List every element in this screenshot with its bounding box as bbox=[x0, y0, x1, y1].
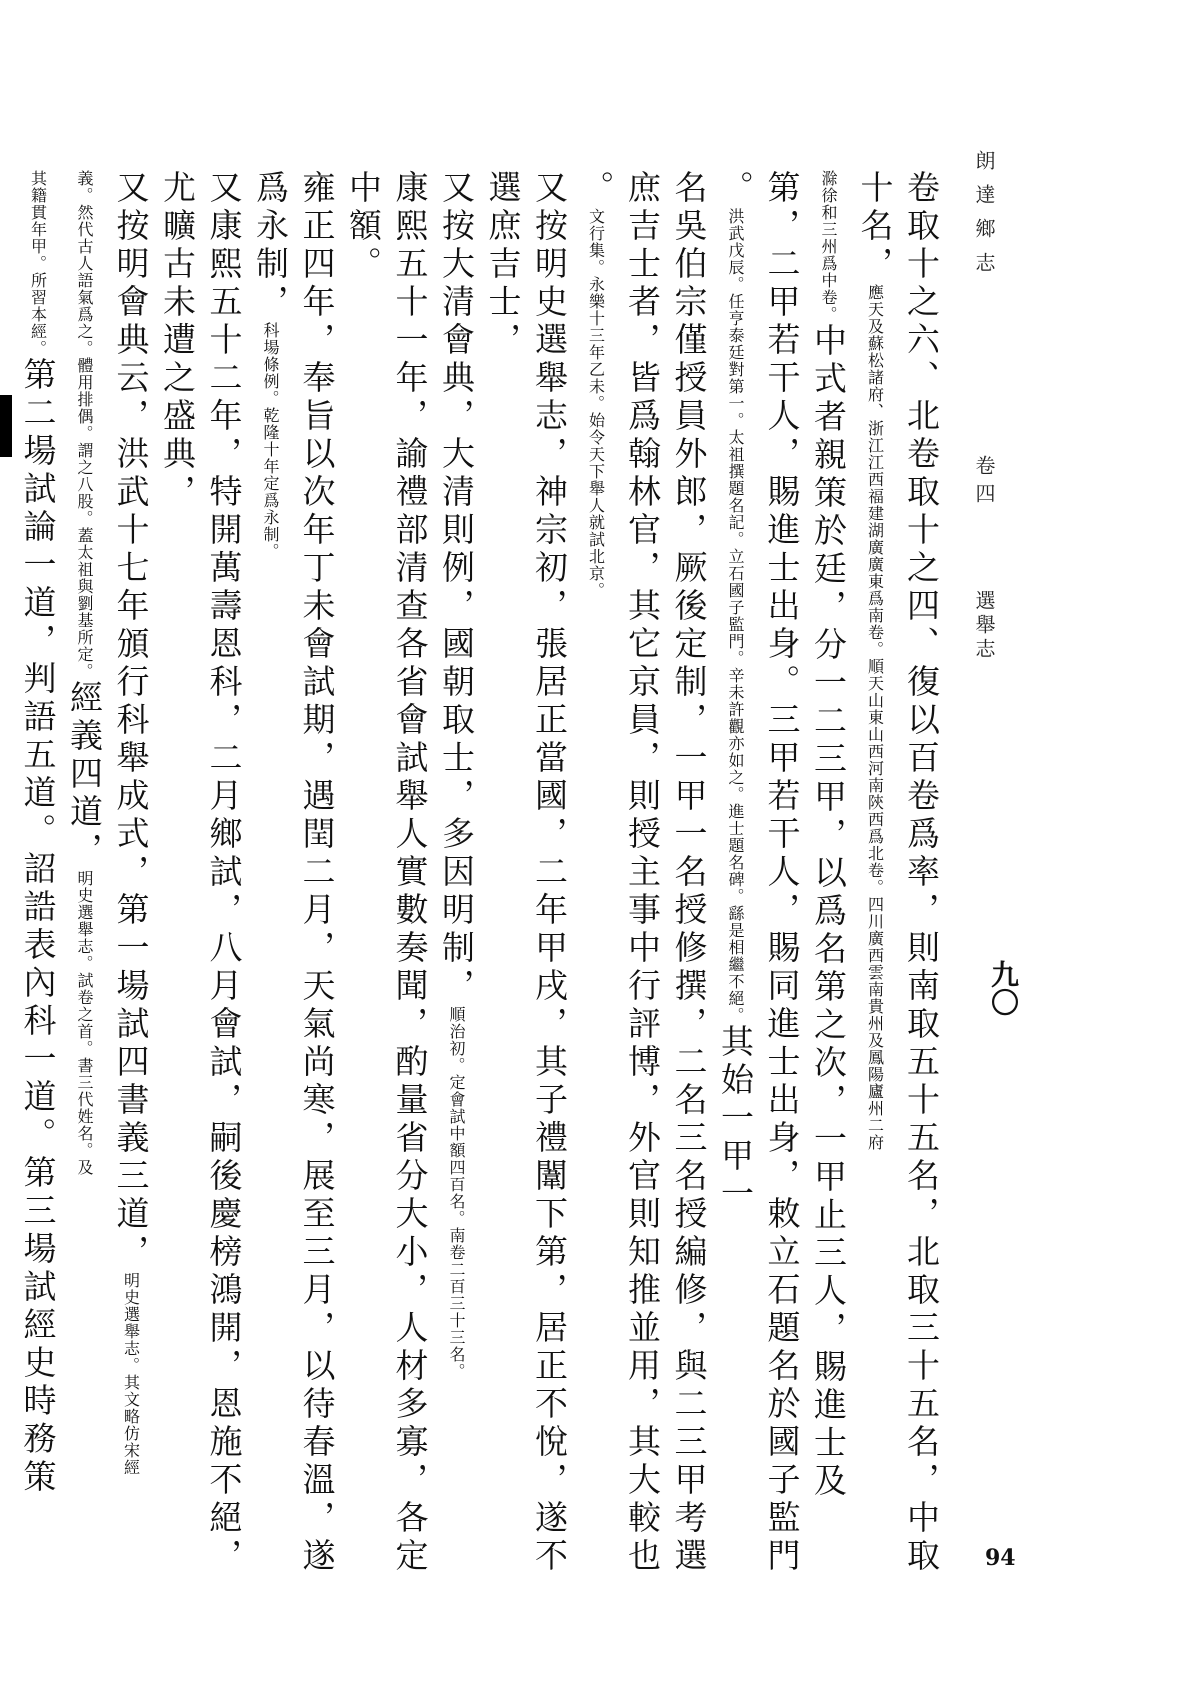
text-column bbox=[14, 170, 61, 1497]
main-text: 。 bbox=[716, 170, 755, 208]
main-text: 。 bbox=[576, 170, 616, 208]
annotation-note: 應天及蘇松諸府、浙江江西福建湖廣廣東爲南卷。順天山東山西河南陝西爲北卷。四川廣西雲南貴州及鳳陽廬州二府 bbox=[865, 284, 885, 1151]
main-text: 十名， bbox=[855, 170, 895, 284]
header-title: 朗達鄉志 bbox=[972, 150, 996, 286]
main-text: 庶吉士者，皆爲翰林官，其它京員，則授主事中行評博，外官則知推並用，其大較也 bbox=[623, 170, 662, 1576]
text-column bbox=[386, 170, 433, 1576]
text-column bbox=[200, 170, 247, 1576]
main-text-columns bbox=[14, 170, 944, 1576]
main-text: 第二場試論一道，判語五道。詔誥表內科一道。第三場試經史時務策 bbox=[18, 357, 58, 1497]
header-section: 選舉志 bbox=[972, 590, 996, 662]
text-column bbox=[61, 170, 108, 1350]
main-text: 選庶吉士， bbox=[483, 170, 523, 360]
main-text: 又按明史選舉志，神宗初，張居正當國，二年甲戌，其子禮闈下第，居正不悅，遂不 bbox=[530, 170, 569, 1576]
text-column bbox=[665, 170, 712, 1576]
text-column bbox=[758, 170, 805, 1576]
annotation-note: 文行集。永樂十三年乙未。始令天下舉人就試北京。 bbox=[586, 208, 606, 599]
text-column bbox=[805, 170, 852, 1501]
text-column bbox=[293, 170, 340, 1576]
text-column bbox=[479, 170, 526, 1350]
text-column bbox=[851, 170, 898, 1350]
text-column bbox=[712, 170, 759, 1350]
main-text: 名吳伯宗僅授員外郎，厥後定制，一甲一名授修撰，二名三名授編修，與二三甲考選 bbox=[669, 170, 709, 1576]
text-column bbox=[154, 170, 201, 1350]
main-text: 中式者親策於廷，分一二三甲，以爲名第之次，一甲止三人，賜進士及 bbox=[809, 323, 848, 1501]
folio-number: 九〇 bbox=[987, 960, 1020, 1016]
main-text: 中額。 bbox=[344, 170, 383, 284]
text-column bbox=[572, 170, 619, 1350]
header-volume: 卷四 bbox=[972, 455, 996, 511]
main-text: 卷取十之六、北卷取十之四、復以百卷爲率，則南取五十五名，北取三十五名，中取 bbox=[902, 170, 941, 1576]
main-text: 其始一甲一 bbox=[716, 1024, 755, 1214]
annotation-note: 順治初。定會試中額四百名。南卷二百三十三名。 bbox=[447, 1006, 466, 1380]
page-number: 94 bbox=[985, 1545, 1016, 1571]
annotation-note: 明史選舉志。其文略仿宋經 bbox=[121, 1272, 141, 1476]
text-column bbox=[340, 170, 387, 1350]
scan-edge-mark bbox=[0, 395, 12, 457]
main-text: 又按明會典云，洪武十七年頒行科舉成式，第一場試四書義三道， bbox=[111, 170, 151, 1272]
annotation-note: 其籍貫年甲。所習本經。 bbox=[28, 170, 48, 357]
main-text: 又按大清會典，大清則例，國朝取士，多因明制， bbox=[437, 170, 476, 1006]
main-text: 又康熙五十二年，特開萬壽恩科，二月鄉試，八月會試，嗣後慶榜鴻開，恩施不絕， bbox=[204, 170, 244, 1576]
annotation-note: 洪武戊辰。任亨泰廷對第一。太祖撰題名記。立石國子監門。辛未許觀亦如之。進士題名碑。繇是相繼不絕。 bbox=[726, 208, 745, 1024]
main-text: 康熙五十一年，諭禮部清查各省會試舉人實數奏聞，酌量省分大小，人材多寡，各定 bbox=[390, 170, 430, 1576]
main-text: 第，二甲若干人，賜進士出身。三甲若干人，賜同進士出身，敕立石題名於國子監門 bbox=[762, 170, 802, 1576]
main-text: 尤曠古未遭之盛典， bbox=[158, 170, 197, 512]
running-header bbox=[958, 150, 1008, 930]
annotation-note: 義。然代古人語氣爲之。體用排偶。謂之八股。蓋太祖與劉基所定。 bbox=[75, 170, 94, 680]
text-column bbox=[433, 170, 480, 1380]
main-text: 經義四道， bbox=[65, 680, 104, 870]
text-column bbox=[619, 170, 666, 1576]
main-text: 爲永制， bbox=[251, 170, 290, 322]
text-column bbox=[526, 170, 573, 1576]
text-column bbox=[247, 170, 294, 1350]
annotation-note: 明史選舉志。試卷之首。書三代姓名。及 bbox=[75, 870, 94, 1176]
main-text: 雍正四年，奉旨以次年丁未會試期，遇閏二月，天氣尚寒，展至三月，以待春溫，遂 bbox=[297, 170, 337, 1576]
text-column bbox=[898, 170, 945, 1576]
annotation-note: 滁徐和三州爲中卷。 bbox=[819, 170, 838, 323]
text-column bbox=[107, 170, 154, 1476]
annotation-note: 科場條例。乾隆十年定爲永制。 bbox=[261, 322, 280, 560]
